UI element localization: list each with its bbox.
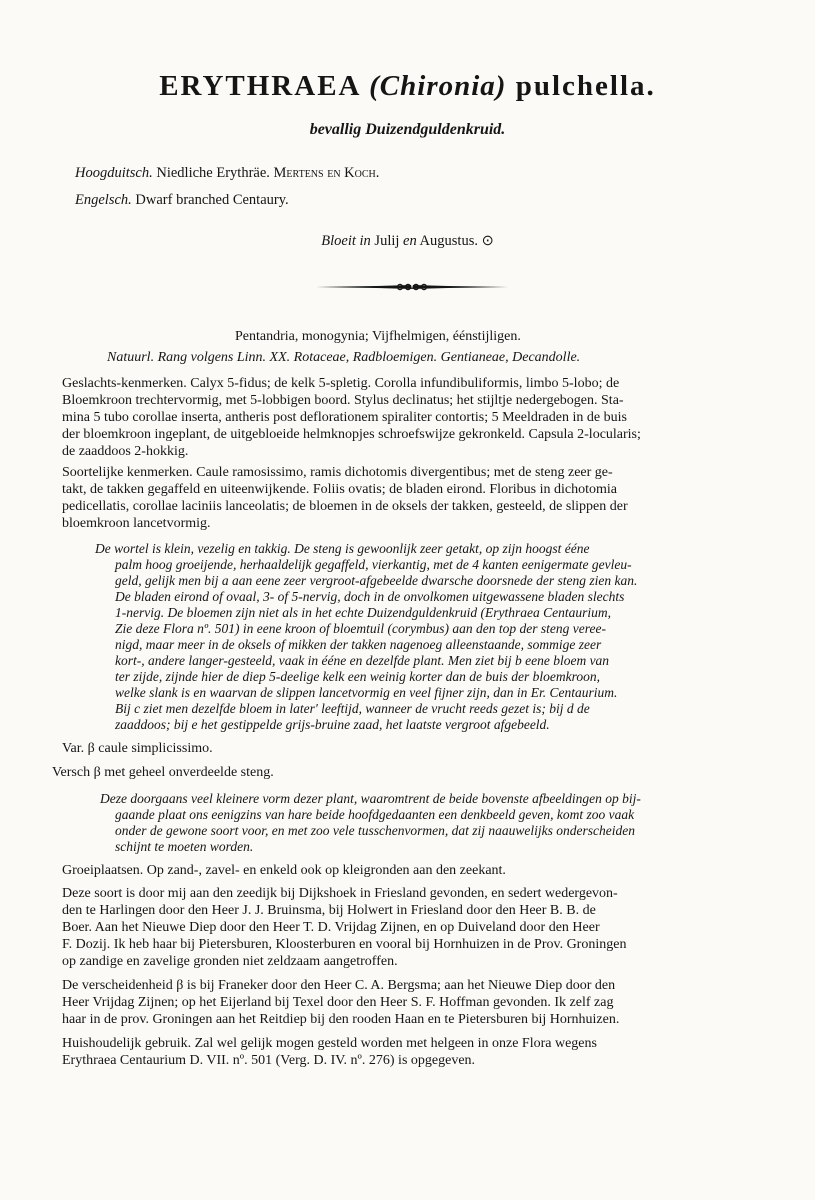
dutch-name: bevallig Duizendguldenkruid. [309, 121, 506, 138]
text-line: bloemkroon lancetvormig. [62, 516, 211, 531]
variety-locality-line: De verscheidenheid β is bij Franeker door den Heer C. A. Bergsma; aan het Nieuwe Diep door den [62, 978, 616, 993]
text-line: der bloemkroon ingeplant, de uitgebloeide helmknopjes schroefswijze gekronkeld. Capsula 2-locularis; [62, 427, 641, 442]
variety-note-line: onder de gewone soort voor, en met zoo vele tusschenvormen, dat zij naauwelijks onderscheiden [115, 823, 636, 838]
variety-note-line: schijnt te moeten worden. [115, 839, 254, 854]
flowering-label: Bloeit in [321, 233, 371, 249]
variety-dutch: Versch β met geheel onverdeelde steng. [52, 765, 274, 780]
habitat-line: F. Dozij. Ik heb haar bij Pietersburen, Kloosterburen en vooral bij Hornhuizen in de Prov. Groningen [62, 937, 627, 952]
text-line: mina 5 tubo corollae inserta, antheris post deflorationem spiraliter contortis; 5 Meeldraden in de buis [62, 410, 627, 425]
habitat-line: den te Harlingen door den Heer J. J. Bruinsma, bij Holwert in Friesland door den Heer B. B. de [62, 903, 596, 918]
english-label: Engelsch. [75, 192, 132, 208]
variety-note-line: Deze doorgaans veel kleinere vorm dezer plant, waaromtrent de beide bovenste afbeeldingen op bij- [100, 791, 641, 806]
english-name: Dwarf branched Centaury. [135, 192, 289, 208]
habitat-line: Boer. Aan het Nieuwe Diep door den Heer T. D. Vrijdag Zijnen, en op Duiveland door den Heer [62, 920, 600, 935]
habitat-line: Deze soort is door mij aan den zeedijk bij Dijkshoek in Friesland gevonden, en sedert wedergevon- [62, 886, 618, 901]
description-line: zaaddoos; bij e het gestippelde grijs-bruine zaad, het laatste vergroot afgebeeld. [115, 717, 550, 732]
habitat-line: op zandige en zavelige gronden niet zeldzaam aangetroffen. [62, 954, 398, 969]
species-name: pulchella. [515, 70, 656, 102]
description-line: ter zijde, zijnde hier de diep 5-deelige kelk een weinig korter dan de buis der bloemkroon, [115, 669, 600, 684]
text-line: de zaaddoos 2-hokkig. [62, 444, 189, 459]
household-use-line: Erythraea Centaurium D. VII. nº. 501 (Verg. D. IV. nº. 276) is opgegeven. [62, 1053, 476, 1068]
flowering-month-2: Augustus. [419, 233, 478, 249]
description-line: De bladen eirond of ovaal, 3- of 5-nervig, doch in de onvolkomen uitgewassene bladen slechts [115, 589, 625, 604]
text-line: Bloemkroon trechtervormig, met 5-lobbigen boord. Stylus declinatus; het stijltje nedergebogen. Sta- [62, 393, 624, 408]
english-name-line [75, 192, 289, 209]
synonym-name: (Chironia) [369, 70, 507, 102]
habitat-heading-line: Groeiplaatsen. Op zand-, zavel- en enkeld ook op kleigronden aan den zeekant. [62, 863, 506, 878]
description-line: 1-nervig. De bloemen zijn niet als in het echte Duizendguldenkruid (Erythraea Centaurium, [115, 605, 612, 620]
description-line: De wortel is klein, vezelig en takkig. De steng is gewoonlijk zeer getakt, op zijn hoogst ééne [95, 541, 590, 556]
flowering-line [0, 233, 815, 250]
german-label: Hoogduitsch. [75, 165, 153, 181]
description-line: kort-, andere langer-gesteeld, vaak in ééne en dezelfde plant. Men ziet bij b eene bloem van [115, 653, 610, 668]
text-line: Soortelijke kenmerken. Caule ramosissimo, ramis dichotomis divergentibus; met de steng zeer ge- [62, 465, 613, 480]
classification-line: Pentandria, monogynia; Vijfhelmigen, éénstijligen. [235, 329, 521, 344]
natural-order-line: Natuurl. Rang volgens Linn. XX. Rotaceae, Radbloemigen. Gentianeae, Decandolle. [107, 350, 581, 365]
flowering-and: en [403, 233, 417, 249]
household-use-line: Huishoudelijk gebruik. Zal wel gelijk mogen gesteld worden met helgeen in onze Flora wegens [62, 1036, 597, 1051]
flowering-month-1: Julij [374, 233, 400, 249]
description-line: Zie deze Flora nº. 501) in eene kroon of bloemtuil (corymbus) aan den top der steng veree- [115, 621, 606, 636]
variety-locality-line: haar in de prov. Groningen aan het Reitdiep bij den rooden Haan en te Pietersburen bij Hornhuizen. [62, 1012, 620, 1027]
text-line: takt, de takken gegaffeld en uiteenwijkende. Foliis ovatis; de bladen eirond. Floribus in dichotomia [62, 482, 617, 497]
description-line: welke slank is en waarvan de slippen lancetvormig en veel fijner zijn, dan in Er. Centaurium. [115, 685, 618, 700]
annual-symbol-icon: ⊙ [481, 233, 494, 249]
text-line: pedicellatis, corollae laciniis lanceolatis; de bloemen in de oksels der takken, gesteeld, de slippen der [62, 499, 628, 514]
text-line: Geslachts-kenmerken. Calyx 5-fidus; de kelk 5-spletig. Corolla infundibuliformis, limbo 5-lobo; de [62, 376, 620, 391]
description-line: Bij c ziet men dezelfde bloem in later' leeftijd, wanneer de vrucht reeds gezet is; bij d de [115, 701, 590, 716]
genus-name: ERYTHRAEA [159, 70, 360, 102]
page-title [0, 70, 815, 103]
german-author: Mertens en Koch. [273, 165, 380, 181]
description-line: nigd, maar meer in de oksels of mikken der takken nagenoeg alleenstaande, sommige zeer [115, 637, 602, 652]
ornament-divider [316, 283, 508, 291]
variety-note-line: gaande plaat ons eenigzins van hare beide hoofdgedaanten een denkbeeld geven, komt zoo vaak [115, 807, 635, 822]
german-name: Niedliche Erythräe. [156, 165, 270, 181]
variety-latin: Var. β caule simplicissimo. [62, 741, 213, 756]
german-name-line [75, 165, 379, 182]
description-line: palm hoog groeijende, herhaaldelijk gegaffeld, vierkantig, met de 4 kanten eenigermate gevleu- [115, 557, 632, 572]
variety-locality-line: Heer Vrijdag Zijnen; op het Eijerland bij Texel door den Heer S. F. Hoffman gevonden. Ik zelf zag [62, 995, 614, 1010]
description-line: geld, gelijk men bij a aan eene zeer vergroot-afgebeelde dwarsche doorsnede der steng zien kan. [115, 573, 638, 588]
